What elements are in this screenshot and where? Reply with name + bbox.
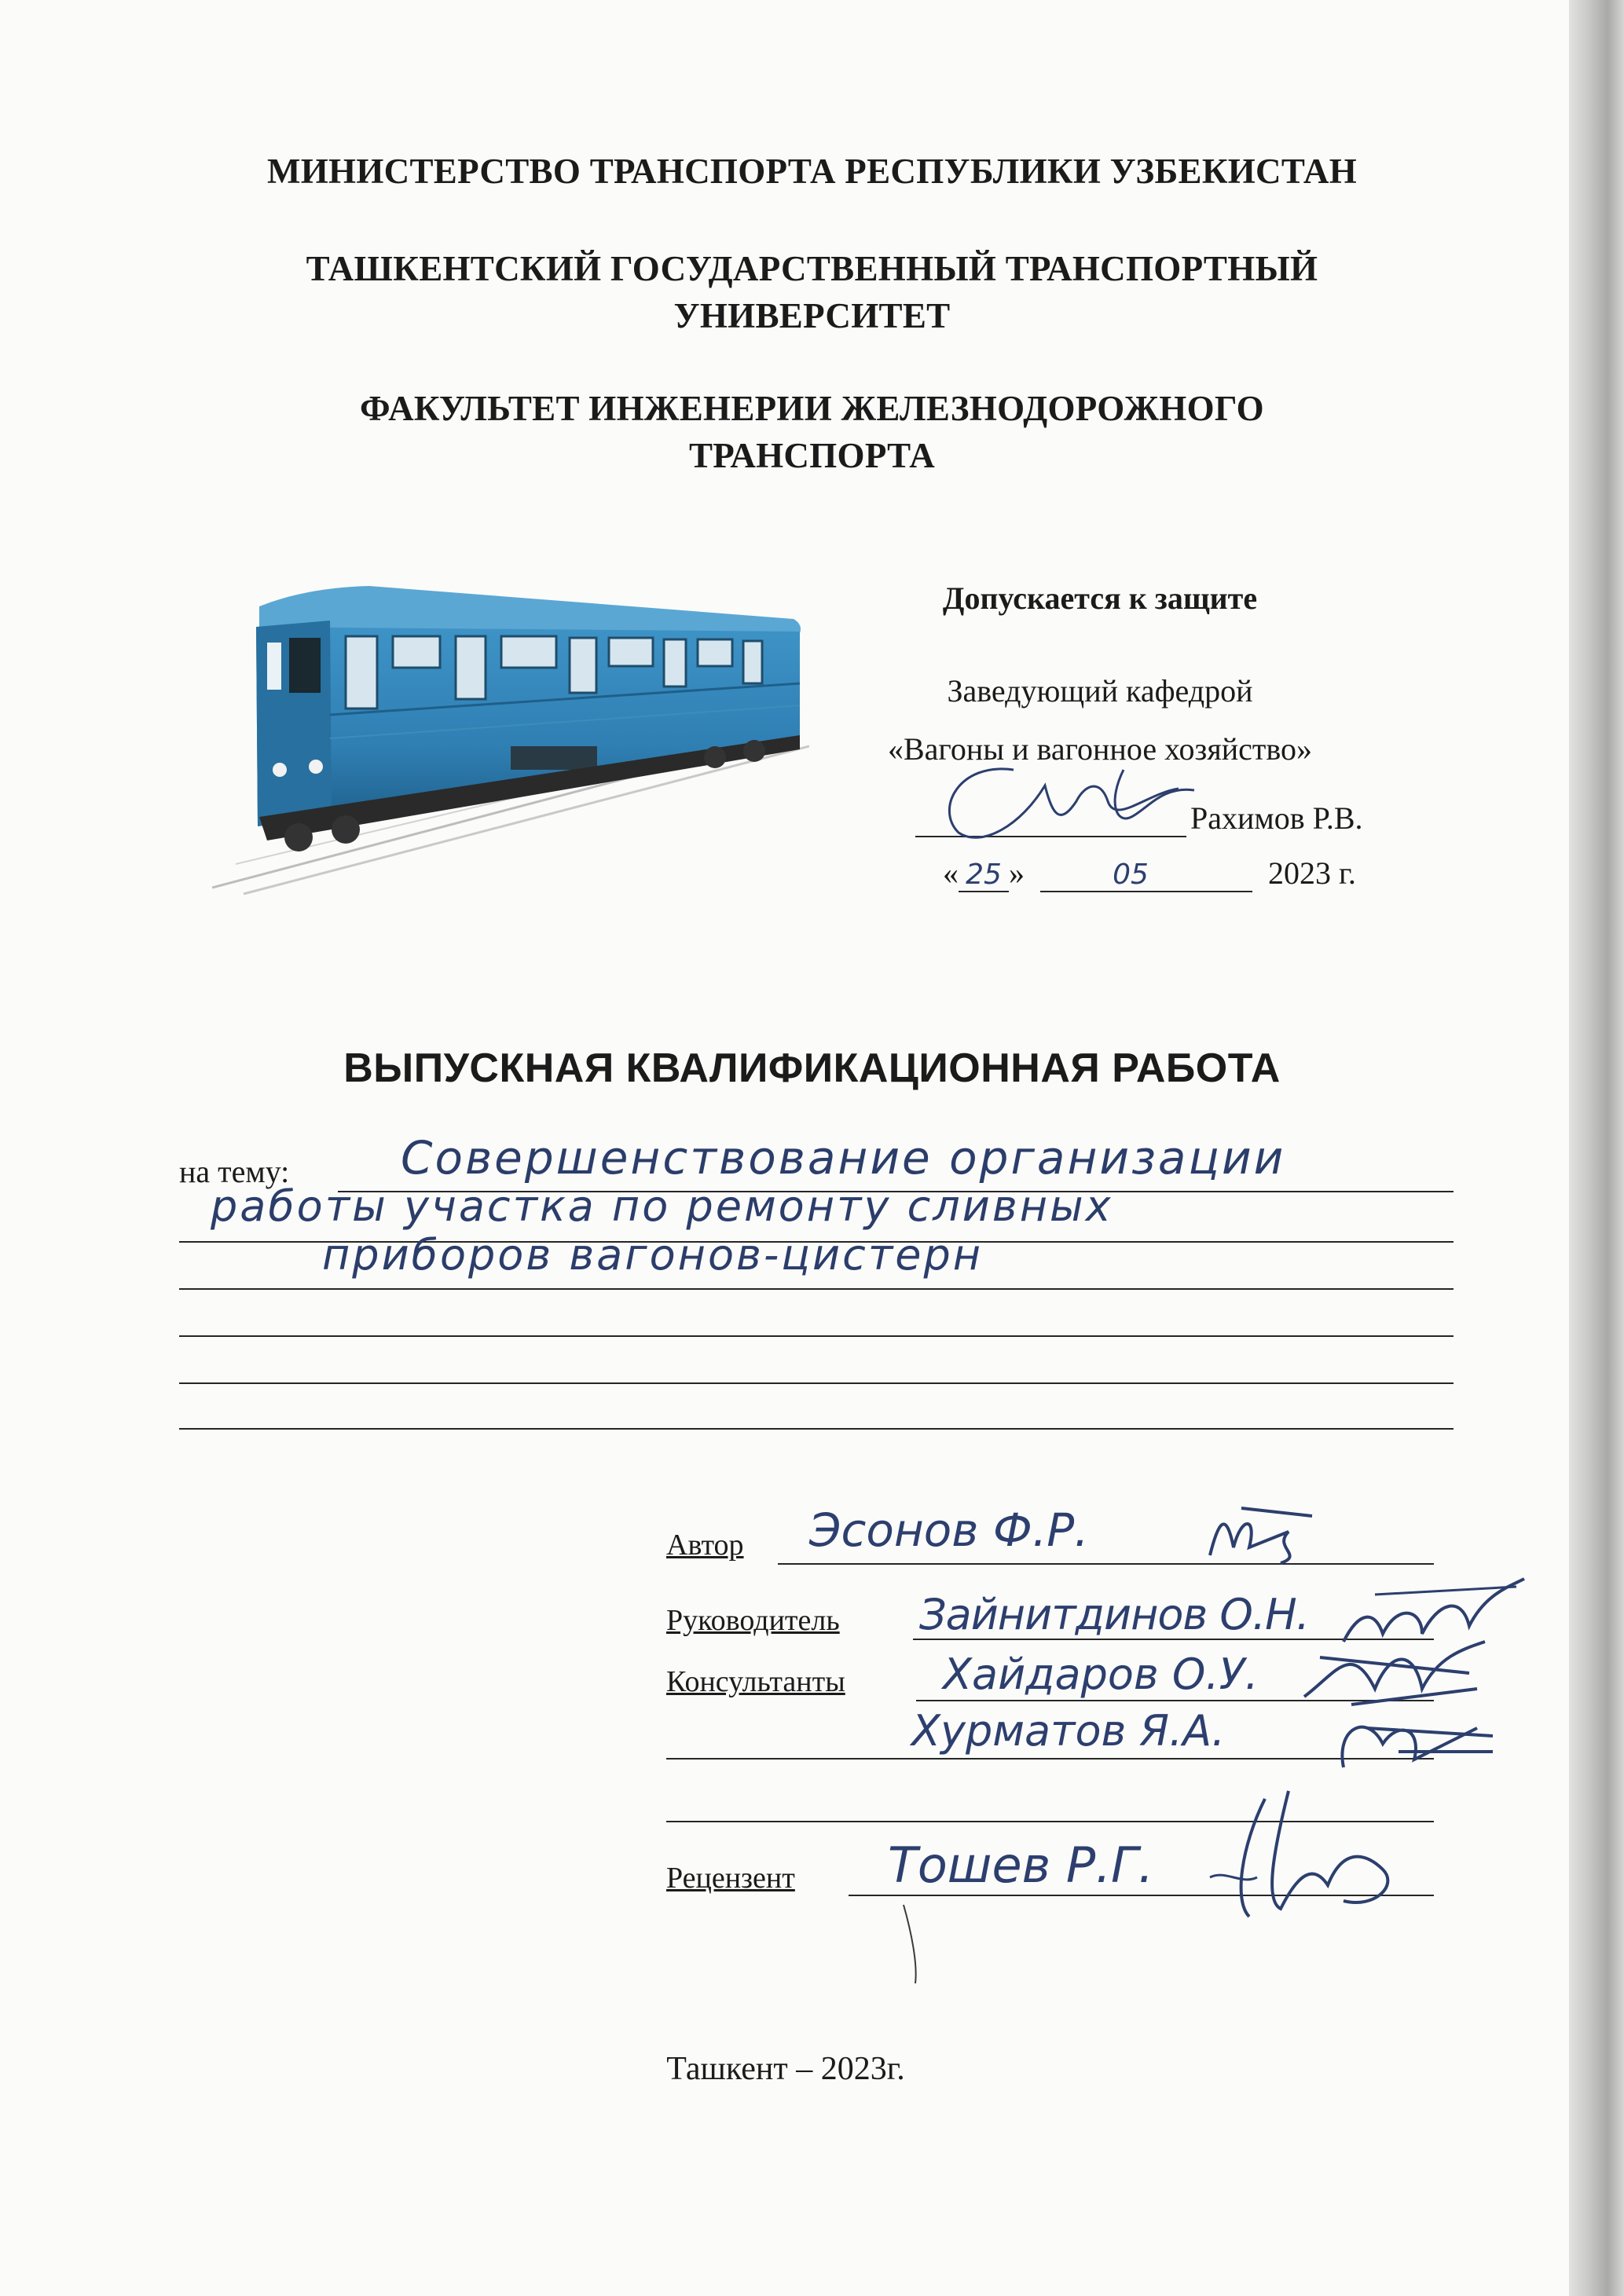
page-edge-shadow xyxy=(1569,0,1624,2296)
topic-line-5 xyxy=(179,1382,1454,1384)
reviewer-name: Тошев Р.Г. xyxy=(888,1836,1154,1894)
topic-text-line-2: работы участка по ремонту сливных xyxy=(211,1181,1113,1231)
faculty-heading xyxy=(0,385,1624,479)
topic-line-3 xyxy=(179,1288,1454,1290)
head-signature-icon xyxy=(927,754,1210,848)
supervisor-name: Зайнитдинов О.Н. xyxy=(919,1590,1309,1639)
approval-date xyxy=(943,855,1356,892)
university-line-2: УНИВЕРСИТЕТ xyxy=(673,296,951,335)
date-open-quote: « xyxy=(943,855,959,891)
head-of-department-title: Заведующий кафедрой xyxy=(947,673,1253,709)
date-year: 2023 г. xyxy=(1268,855,1356,891)
metro-train-car-icon xyxy=(212,581,809,895)
ministry-text: МИНИСТЕРСТВО ТРАНСПОРТА РЕСПУБЛИКИ УЗБЕКИСТАН xyxy=(266,152,1358,191)
department-name: «Вагоны и вагонное хозяйство» xyxy=(887,731,1313,767)
consultant-2-signature-icon xyxy=(1320,1697,1509,1783)
university-heading xyxy=(0,245,1624,339)
reviewer-signature-icon xyxy=(1179,1783,1438,1956)
topic-label: на тему: xyxy=(179,1154,290,1189)
author-signature-icon xyxy=(1194,1500,1336,1571)
ink-stroke-icon xyxy=(896,1901,927,1987)
university-line-1: ТАШКЕНТСКИЙ ГОСУДАРСТВЕННЫЙ ТРАНСПОРТНЫЙ xyxy=(306,249,1318,288)
author-label: Автор xyxy=(666,1529,744,1562)
ministry-heading xyxy=(0,148,1624,195)
city-year: Ташкент – 2023г. xyxy=(666,2051,905,2087)
topic-line-6 xyxy=(179,1428,1454,1430)
consultant-2-name: Хурматов Я.А. xyxy=(911,1706,1226,1756)
author-name: Эсонов Ф.Р. xyxy=(809,1503,1089,1557)
consultants-label: Консультанты xyxy=(666,1665,845,1698)
topic-line-4 xyxy=(179,1335,1454,1337)
consultant-1-name: Хайдаров О.У. xyxy=(943,1650,1259,1699)
consultant-2-line xyxy=(666,1758,1434,1760)
head-name: Рахимов Р.В. xyxy=(1190,800,1363,836)
faculty-line-2: ТРАНСПОРТА xyxy=(688,436,936,475)
supervisor-label: Руководитель xyxy=(666,1604,840,1637)
date-day: 25 xyxy=(959,859,1009,892)
admitted-to-defense: Допускается к защите xyxy=(942,580,1258,616)
faculty-line-1: ФАКУЛЬТЕТ ИНЖЕНЕРИИ ЖЕЛЕЗНОДОРОЖНОГО xyxy=(359,389,1264,428)
date-month: 05 xyxy=(1040,859,1252,892)
date-close-quote: » xyxy=(1009,855,1025,891)
topic-text-line-1: Совершенствование организации xyxy=(401,1131,1286,1185)
thesis-title: ВЫПУСКНАЯ КВАЛИФИКАЦИОННАЯ РАБОТА xyxy=(343,1045,1281,1091)
reviewer-label: Рецензент xyxy=(666,1862,795,1895)
topic-text-line-3: приборов вагонов-цистерн xyxy=(322,1230,984,1280)
